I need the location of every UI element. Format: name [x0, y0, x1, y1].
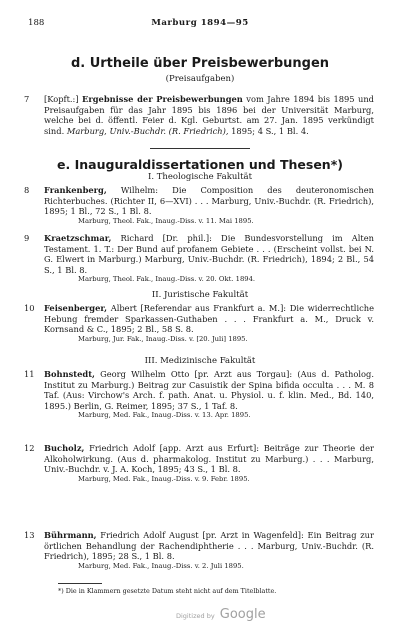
entry-meta: Marburg, Theol. Fak., Inaug.-Diss. v. 20. Okt. 1894.	[78, 275, 256, 284]
author-name: Bucholz,	[44, 443, 85, 453]
entry-text: Friedrich Adolf August [pr. Arzt in Wagenfeld]: Ein Beitrag zur örtlichen Behandlung der Rachendiphtherie . . . Marburg, Univ.-Buchdr. (R. Friedrich), 1895; 28 S., 1 Bl. 8.	[44, 530, 374, 562]
entry-tail: 1895; 4 S., 1 Bl. 4.	[228, 125, 309, 136]
entry-text: Georg Wilhelm Otto [pr. Arzt aus Torgau]: (Aus d. Patholog. Institut zu Marburg.) Beitrag zur Casuistik der Spina bifida occulta . . . M. 8 Taf. (Aus: Virchow's Arch. f. path. Anat. u. Physiol. u. f. klin. Med., Bd. 140, 1895.) Berlin, G. Reimer, 1895; 37 S., 1 Taf. 8.	[44, 369, 374, 411]
entry-text: Friedrich Adolf [app. Arzt aus Erfurt]: Beiträge zur Theorie der Alkoholwirkung. (Aus d. pharmakolog. Institut zu Marburg.) . . . Marburg, Univ.-Buchdr. v. J. A. Koch, 1895; 43 S., 1 Bl. 8.	[44, 443, 374, 475]
section-d-title: d. Urtheile über Preisbewerbungen	[70, 56, 330, 71]
footnote: *) Die in Klammern gesetzte Datum steht nicht auf dem Titelblatte.	[58, 587, 277, 595]
page-number: 188	[28, 18, 45, 28]
entry-12	[24, 443, 374, 484]
entry-7	[24, 94, 374, 136]
faculty-heading: I. Theologische Fakultät	[147, 172, 252, 182]
section-divider	[150, 148, 250, 149]
entry-number: 7	[24, 94, 30, 104]
entry-11	[24, 369, 374, 420]
entry-meta: Marburg, Med. Fak., Inaug.-Diss. v. 13. Apr. 1895.	[78, 411, 251, 420]
entry-number: 9	[24, 233, 30, 243]
watermark-prefix: Digitized by	[176, 612, 215, 620]
watermark-brand: Google	[219, 607, 266, 622]
running-header	[28, 18, 372, 28]
section-e-title: e. Inauguraldissertationen und Thesen*)	[57, 157, 343, 172]
faculty-heading: III. Medizinische Fakultät	[144, 356, 256, 366]
entry-number: 13	[24, 530, 35, 540]
footnote-rule	[58, 583, 102, 584]
entry-lead: [Kopft.:]	[44, 94, 79, 104]
author-name: Feisenberger,	[44, 303, 108, 313]
entry-10	[24, 303, 374, 344]
running-title: Marburg 1894—95	[151, 18, 249, 28]
entry-meta: Marburg, Med. Fak., Inaug.-Diss. v. 9. Febr. 1895.	[78, 474, 250, 483]
entry-meta: Marburg, Jur. Fak., Inaug.-Diss. v. [20. Juli] 1895.	[78, 334, 248, 343]
entry-text: Richard [Dr. phil.]: Die Bundesvorstellung im Alten Testament. 1. T.: Der Bund auf profanem Gebiete . . . (Erscheint vollst. bei N. G. Elwert in Marburg.) Marburg, Univ.-Buchdr. (R. Friedrich), 1894; 2 Bl., 54 S., 1 Bl. 8.	[44, 233, 374, 275]
section-d-subtitle: (Preisaufgaben)	[165, 74, 235, 84]
faculty-heading: II. Juristische Fakultät	[151, 290, 249, 300]
author-name: Bührmann,	[44, 530, 97, 540]
entry-number: 11	[24, 369, 35, 379]
author-name: Frankenberg,	[44, 185, 107, 195]
google-watermark	[176, 603, 266, 622]
entry-number: 12	[24, 443, 35, 453]
entry-8	[24, 185, 374, 226]
entry-bold-title: Ergebnisse der Preisbewerbungen	[82, 94, 243, 104]
entry-number: 10	[24, 303, 35, 313]
entry-13	[24, 530, 374, 571]
entry-text: Albert [Referendar aus Frankfurt a. M.]: Die widerrechtliche Hebung fremder Sparkassen-Guthaben . . . Frankfurt a. M., Druck v. Kornsand & C., 1895; 2 Bl., 58 S. 8.	[44, 303, 374, 335]
entry-number: 8	[24, 185, 30, 195]
entry-meta: Marburg, Theol. Fak., Inaug.-Diss. v. 11. Mai 1895.	[78, 216, 254, 225]
author-name: Kraetzschmar,	[44, 233, 112, 243]
entry-text: Wilhelm: Die Composition des deuteronomischen Richterbuches. (Richter II, 6—XVI) . . . Marburg, Univ.-Buchdr. (R. Friedrich), 1895; 1 Bl., 72 S., 1 Bl. 8.	[44, 185, 374, 217]
author-name: Bohnstedt,	[44, 369, 95, 379]
entry-9	[24, 233, 374, 284]
entry-text: vom Jahre 1894 bis 1895 und Preisaufgaben für das Jahr 1895 bis 1896 bei der Universität Marburg, welche bei d. öffentl. Feier d. Kgl. Geburtst. am 27. Jan. 1895 verkündigt sind.	[44, 94, 374, 136]
entry-publisher: Marburg, Univ.-Buchdr. (R. Friedrich),	[66, 125, 229, 136]
entry-meta: Marburg, Med. Fak., Inaug.-Diss. v. 2. Juli 1895.	[78, 561, 244, 570]
